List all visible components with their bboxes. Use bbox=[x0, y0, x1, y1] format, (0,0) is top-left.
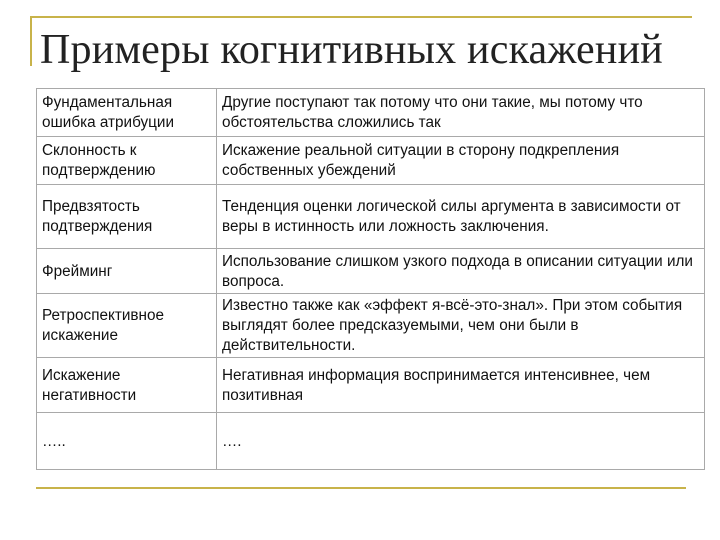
description-cell: …. bbox=[217, 413, 705, 470]
table-row bbox=[37, 294, 705, 358]
term-cell: Склонность к подтверждению bbox=[37, 137, 217, 185]
left-decorative-line bbox=[30, 16, 32, 66]
term-cell: Ретроспективное искажение bbox=[37, 294, 217, 358]
bottom-decorative-line bbox=[36, 487, 686, 489]
table-row bbox=[37, 185, 705, 249]
table-row bbox=[37, 413, 705, 470]
term-cell: Искажение негативности bbox=[37, 358, 217, 413]
table-row bbox=[37, 358, 705, 413]
description-cell: Искажение реальной ситуации в сторону подкрепления собственных убеждений bbox=[217, 137, 705, 185]
table-row bbox=[37, 137, 705, 185]
table-row bbox=[37, 89, 705, 137]
biases-table bbox=[36, 88, 705, 470]
page-title: Примеры когнитивных искажений bbox=[40, 27, 663, 73]
description-cell: Другие поступают так потому что они такие, мы потому что обстоятельства сложились так bbox=[217, 89, 705, 137]
term-cell: ….. bbox=[37, 413, 217, 470]
description-cell: Тенденция оценки логической силы аргумента в зависимости от веры в истинность или ложность заключения. bbox=[217, 185, 705, 249]
description-cell: Известно также как «эффект я-всё-это-знал». При этом события выглядят более предсказуемыми, чем они были в действительности. bbox=[217, 294, 705, 358]
top-decorative-line bbox=[30, 16, 692, 18]
table-row bbox=[37, 249, 705, 294]
description-cell: Использование слишком узкого подхода в описании ситуации или вопроса. bbox=[217, 249, 705, 294]
term-cell: Предвзятость подтверждения bbox=[37, 185, 217, 249]
term-cell: Фрейминг bbox=[37, 249, 217, 294]
description-cell: Негативная информация воспринимается интенсивнее, чем позитивная bbox=[217, 358, 705, 413]
term-cell: Фундаментальная ошибка атрибуции bbox=[37, 89, 217, 137]
